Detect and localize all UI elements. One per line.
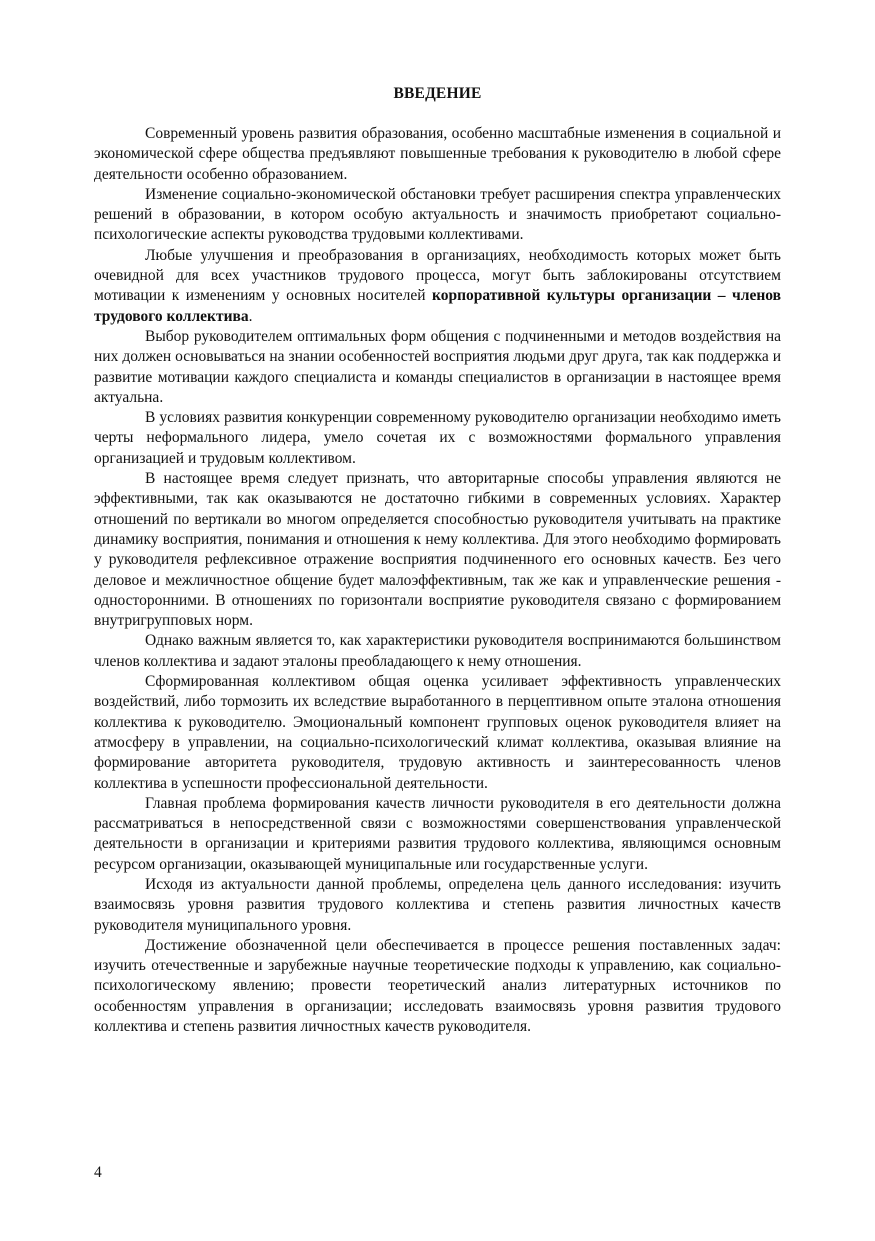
paragraph-5: В условиях развития конкуренции современному руководителю организации необходимо иметь черты неформального лидера, умело сочетая их с возможностями формального управления организацией и трудовым коллективом. <box>94 409 781 467</box>
paragraph-3-end: . <box>248 307 253 325</box>
paragraph-7: Однако важным является то, как характеристики руководителя воспринимаются большинством членов коллектива и задают эталоны преобладающего к нему отношения. <box>94 632 781 670</box>
paragraph-11: Достижение обозначенной цели обеспечивается в процессе решения поставленных задач: изучить отечественные и зарубежные научные теоретические подходы к управлению, как социально-психологическому явлению; провести теоретический анализ литературных источников по особенностям управления в организации; исследовать взаимосвязь уровня развития трудового коллектива и степень развития личностных качеств руководителя. <box>94 936 781 1036</box>
paragraph-8: Сформированная коллективом общая оценка усиливает эффективность управленческих воздействий, либо тормозить их вследствие выработанного в перцептивном опыте эталона отношения коллектива к руководителю. Эмоциональный компонент групповых оценок руководителя влияет на атмосферу в управлении, на социально-психологический климат коллектива, оказывая влияние на формирование авторитета руководителя, трудовую активность и заинтересованность членов коллектива в успешности профессиональной деятельности. <box>94 673 781 792</box>
paragraph-10: Исходя из актуальности данной проблемы, определена цель данного исследования: изучить взаимосвязь уровня развития трудового коллектива и степень развития личностных качеств руководителя муниципального уровня. <box>94 875 781 934</box>
paragraph-2: Изменение социально-экономической обстановки требует расширения спектра управленческих решений в образовании, в котором особую актуальность и значимость приобретают социально-психологические аспекты руководства трудовыми коллективами. <box>94 185 781 244</box>
document-page <box>94 84 781 1037</box>
paragraph-3 <box>94 246 781 327</box>
paragraph-1: Современный уровень развития образования, особенно масштабные изменения в социальной и экономической сфере общества предъявляют повышенные требования к руководителю в любой сфере деятельности особенно образованием. <box>94 125 781 183</box>
page-number: 4 <box>94 1164 102 1181</box>
paragraph-9: Главная проблема формирования качеств личности руководителя в его деятельности должна рассматриваться в непосредственной связи с возможностями совершенствования управленческой деятельности в организации и критериями развития трудового коллектива, являющимся основным ресурсом организации, оказывающей муниципальные или государственные услуги. <box>94 794 781 873</box>
paragraph-3-bold-text: корпоративной культуры организации – членов трудового коллектива <box>94 287 781 325</box>
paragraph-6: В настоящее время следует признать, что авторитарные способы управления являются не эффективными, так как оказываются не достаточно гибкими в современных условиях. Характер отношений по вертикали во многом определяется способностью руководителя учитывать на практике динамику восприятия, понимания и отношения к нему коллектива. Для этого необходимо формировать у руководителя рефлексивное отражение восприятия подчиненного его основных качеств. Без чего деловое и межличностное общение будет малоэффективным, так же как и управленческие решения - односторонними. В отношениях по горизонтали восприятие руководителя связано с формированием внутригрупповых норм. <box>94 470 781 630</box>
paragraph-3-text: Любые улучшения и преобразования в организациях, необходимость которых может быть очевидной для всех участников трудового процесса, могут быть заблокированы отсутствием мотивации к изменениям у основных носителей <box>94 246 781 305</box>
paragraph-4: Выбор руководителем оптимальных форм общения с подчиненными и методов воздействия на них должен основываться на знании особенностей восприятия людьми друг друга, так как поддержка и развитие мотивации каждого специалиста и команды специалистов в организации в настоящее время актуальна. <box>94 327 781 406</box>
document-title: ВВЕДЕНИЕ <box>393 85 482 102</box>
